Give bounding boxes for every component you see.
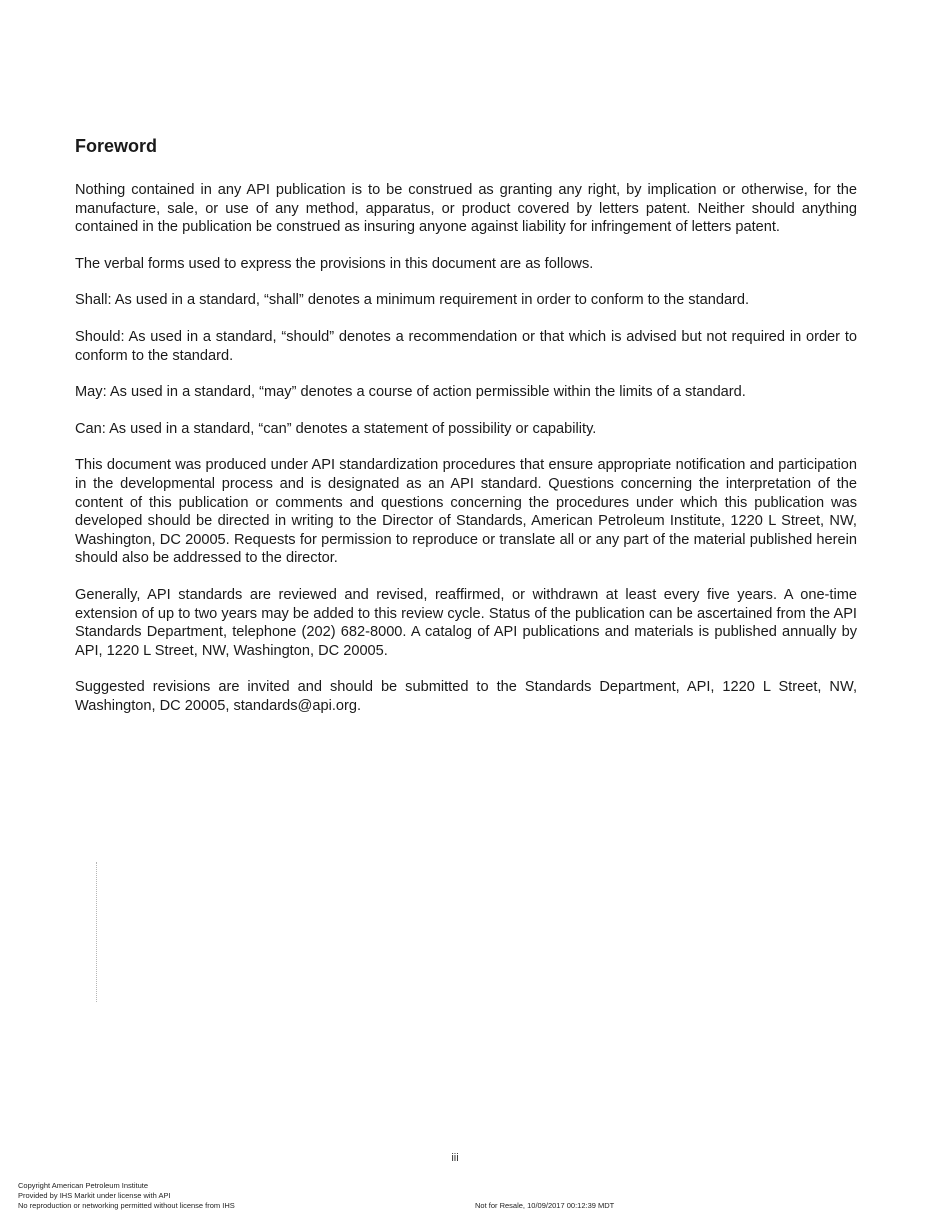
paragraph-should: Should: As used in a standard, “should” denotes a recommendation or that which is advised but not required in order to conform to the standard. — [75, 328, 857, 364]
footer-line: Copyright American Petroleum Institute — [18, 1181, 149, 1190]
scan-artifact-dotted-line — [96, 862, 97, 1002]
foreword-body — [75, 181, 857, 733]
paragraph-standardization-procedures: This document was produced under API standardization procedures that ensure appropriate notification and participation in the developmental process and is designated as an API standard. Questions concerning the interpretation of the content of this publication or comments and questions concerning the procedures under which this publication was developed should be directed in writing to the Director of Standards, American Petroleum Institute, 1220 L Street, NW, Washington, DC 20005. Requests for permission to reproduce or translate all or any part of the material published herein should also be addressed to the director. — [75, 457, 857, 567]
footer-line: No reproduction or networking permitted without license from IHS — [18, 1201, 235, 1210]
page-number: iii — [451, 1152, 459, 1164]
footer-copyright — [18, 1181, 235, 1211]
paragraph-patent-disclaimer: Nothing contained in any API publication is to be construed as granting any right, by implication or otherwise, for the manufacture, sale, or use of any method, apparatus, or product covered by letters patent. Neither should anything contained in the publication be construed as insuring anyone against liability for infringement of letters patent. — [75, 182, 857, 236]
paragraph-suggested-revisions: Suggested revisions are invited and should be submitted to the Standards Department, API, 1220 L Street, NW, Washington, DC 20005, standards@api.org. — [75, 679, 857, 714]
paragraph-verbal-forms: The verbal forms used to express the provisions in this document are as follows. — [75, 255, 594, 272]
footer-line: Provided by IHS Markit under license with API — [18, 1191, 171, 1200]
paragraph-shall: Shall: As used in a standard, “shall” denotes a minimum requirement in order to conform to the standard. — [75, 292, 750, 309]
paragraph-may: May: As used in a standard, “may” denotes a course of action permissible within the limits of a standard. — [75, 384, 746, 401]
footer-resale-notice: Not for Resale, 10/09/2017 00:12:39 MDT — [475, 1201, 615, 1210]
page-title: Foreword — [75, 136, 158, 156]
paragraph-review-cycle: Generally, API standards are reviewed and revised, reaffirmed, or withdrawn at least every five years. A one-time extension of up to two years may be added to this review cycle. Status of the publication can be ascertained from the API Standards Department, telephone (202) 682-8000. A catalog of API publications and materials is published annually by API, 1220 L Street, NW, Washington, DC 20005. — [75, 586, 857, 659]
paragraph-can: Can: As used in a standard, “can” denotes a statement of possibility or capability. — [75, 420, 597, 437]
